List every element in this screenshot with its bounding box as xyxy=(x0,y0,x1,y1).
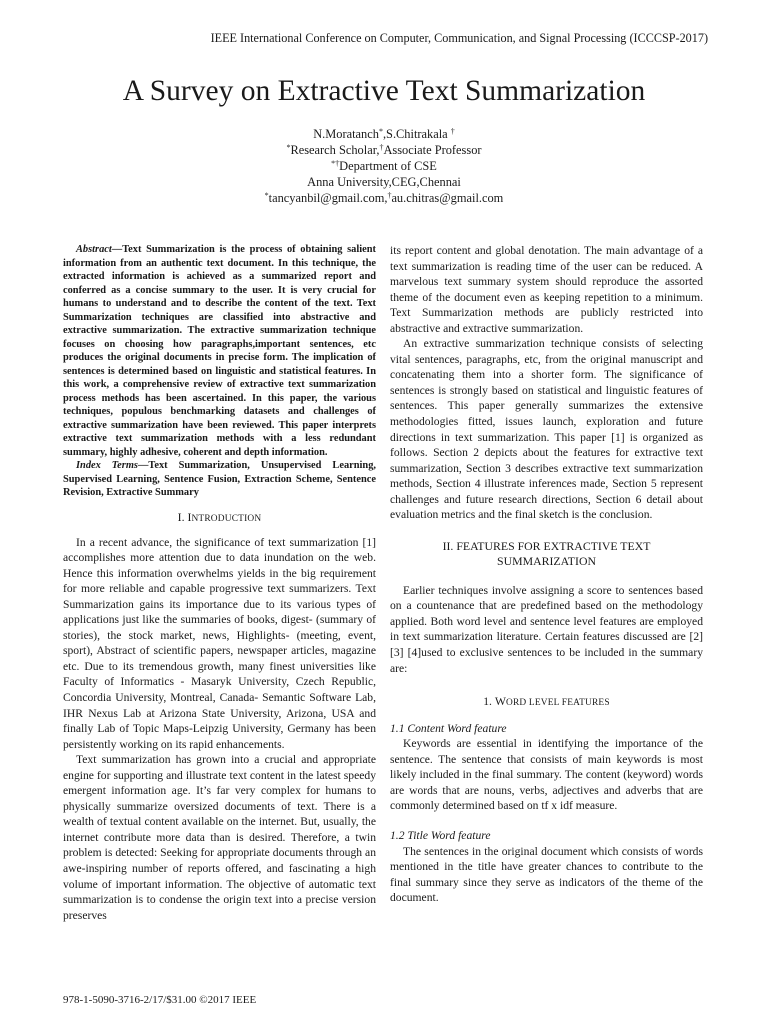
author-university: Anna University,CEG,Chennai xyxy=(307,175,461,189)
author-affiliation-roles: *Research Scholar,†Associate Professor xyxy=(286,143,482,157)
copyright-footer: 978-1-5090-3716-2/17/$31.00 ©2017 IEEE xyxy=(63,994,257,1006)
intro-paragraph-1: In a recent advance, the significance of text summarization [1] accomplishes more attention due to data inundation on the web. Hence this information overwhelms yields in the big requirement for more reliable and capable progressive text summarizers. Text Summarization gains its importance due to its various types of applications just like the summaries of books, digest- (summary of stories), the stock market, news, Highlights- (meeting, event, sport), Abstract of scientific papers, newspaper articles, magazine etc. Due to its tremendous growth, many finest universities like Faculty of Informatics - Masaryk University, Czech Republic, Concordia University, Montreal, Canada- Semantic Software Lab, IHR Nexus Lab at Arizona State University, Arizona, USA and finally Lab of Topic Maps-Leipzig University, Germany has been persistently working on its rapid enhancements. xyxy=(63,535,376,751)
features-paragraph: Earlier techniques involve assigning a score to sentences based on a countenance that are predefined based on the methodology applied. Both word level and sentence level features are employed in text summarization literature. Certain features discussed are [2] [3] [4]used to exclusive sentences to be included in the summary are: xyxy=(390,583,703,675)
author-names: N.Moratanch*,S.Chitrakala † xyxy=(313,127,455,141)
subsubsection-heading-title-word: 1.2 Title Word feature xyxy=(390,828,491,842)
email-link-2[interactable]: au.chitras@gmail.com xyxy=(391,191,504,205)
index-terms: Index Terms—Text Summarization, Unsupervised Learning, Supervised Learning, Sentence Fusion, Extraction Scheme, Sentence Revision, Extractive Summary xyxy=(63,460,376,498)
author-block xyxy=(0,126,768,206)
abstract: Abstract—Text Summarization is the process of obtaining salient information from an authentic text document. In this technique, the extracted information is achieved as a summarized report and conferred as a concise summary to the user. It is very crucial for humans to understand and to describe the content of the text. Text Summarization techniques are classified into abstractive and extractive summarization. The extractive summarization technique focuses on choosing how paragraphs,important sentences, etc produces the original documents in precise form. The implication of sentences is determined based on linguistic and statistical features. In this work, a comprehensive review of extractive text summarization process methods has been ascertained. In this paper, the various techniques, populous benchmarking datasets and challenges of extractive summarization have been reviewed. This paper interprets extractive text summarization methods with a less redundant summary, highly adhesive, coherent and depth information. xyxy=(63,244,376,458)
section-heading-introduction: I. INTRODUCTION xyxy=(177,509,262,524)
author-department: *†Department of CSE xyxy=(331,159,437,173)
title-word-paragraph: The sentences in the original document which consists of words mentioned in the title have greater chances to contribute to the final summary since they serve as indicators of the theme of the document. xyxy=(390,844,703,905)
intro-paragraph-4: An extractive summarization technique consists of selecting vital sentences, paragraphs, etc, from the original manuscript and concatenating them into a shorter form. The significance of sentences is strongly based on statistical and linguistic features of sentences. This paper generally summarizes the extensive methodologies fitted, issues launch, exploration and future directions in text summarization. This paper [1] is organized as follows. Section 2 depicts about the features for extractive text summarization, Section 3 describes extractive text summarization methods, Section 4 illustrate inferences made, Section 5 represent challenges and future research directions, Section 6 detail about evaluation metrics and the final sketch is the conclusion. xyxy=(390,337,703,522)
left-column xyxy=(63,243,376,923)
email-link-1[interactable]: tancyanbil@gmail.com, xyxy=(268,191,388,205)
content-word-paragraph: Keywords are essential in identifying the importance of the sentence. The sentence that consists of main keywords is most likely included in the final summary. The content (keyword) words are words that are nouns, verbs, adjectives and adverbs that are commonly determined based on tf x idf measure. xyxy=(390,737,703,813)
intro-paragraph-2: Text summarization has grown into a crucial and appropriate engine for supporting and illustrate text content in the latest speedy emergent information age. It’s far very complex for humans to physically summarize oversized documents of text. There is a wealth of textual content available on the internet. But, usually, the internet contribute more data than is desired. Therefore, a twin problem is detected: Seeking for appropriate documents through an awe-inspiring number of reports offered, and fascinating a high volume of important information. The objective of automatic text summarization is to condense the origin text into a precise version preserves xyxy=(63,753,376,922)
intro-paragraph-3: its report content and global denotation. The main advantage of a text summarization is reading time of the user can be reduced. A marvelous text summary system should reproduce the assorted theme of the document even as keeping repetition to a minimum. Text Summarization methods are publicly restricted into abstractive and extractive summarization. xyxy=(390,244,703,335)
subsubsection-heading-content-word: 1.1 Content Word feature xyxy=(390,721,507,735)
paper-title: A Survey on Extractive Text Summarization xyxy=(122,75,646,107)
right-column xyxy=(390,243,703,906)
section-heading-features: II. FEATURES FOR EXTRACTIVE TEXT SUMMARIZATION xyxy=(442,538,651,568)
conference-header: IEEE International Conference on Computer, Communication, and Signal Processing (ICCCSP-2017) xyxy=(210,31,708,45)
subsection-heading-word-level: 1. WORD LEVEL FEATURES xyxy=(483,694,610,709)
author-emails: *tancyanbil@gmail.com,†au.chitras@gmail.com xyxy=(264,191,504,205)
